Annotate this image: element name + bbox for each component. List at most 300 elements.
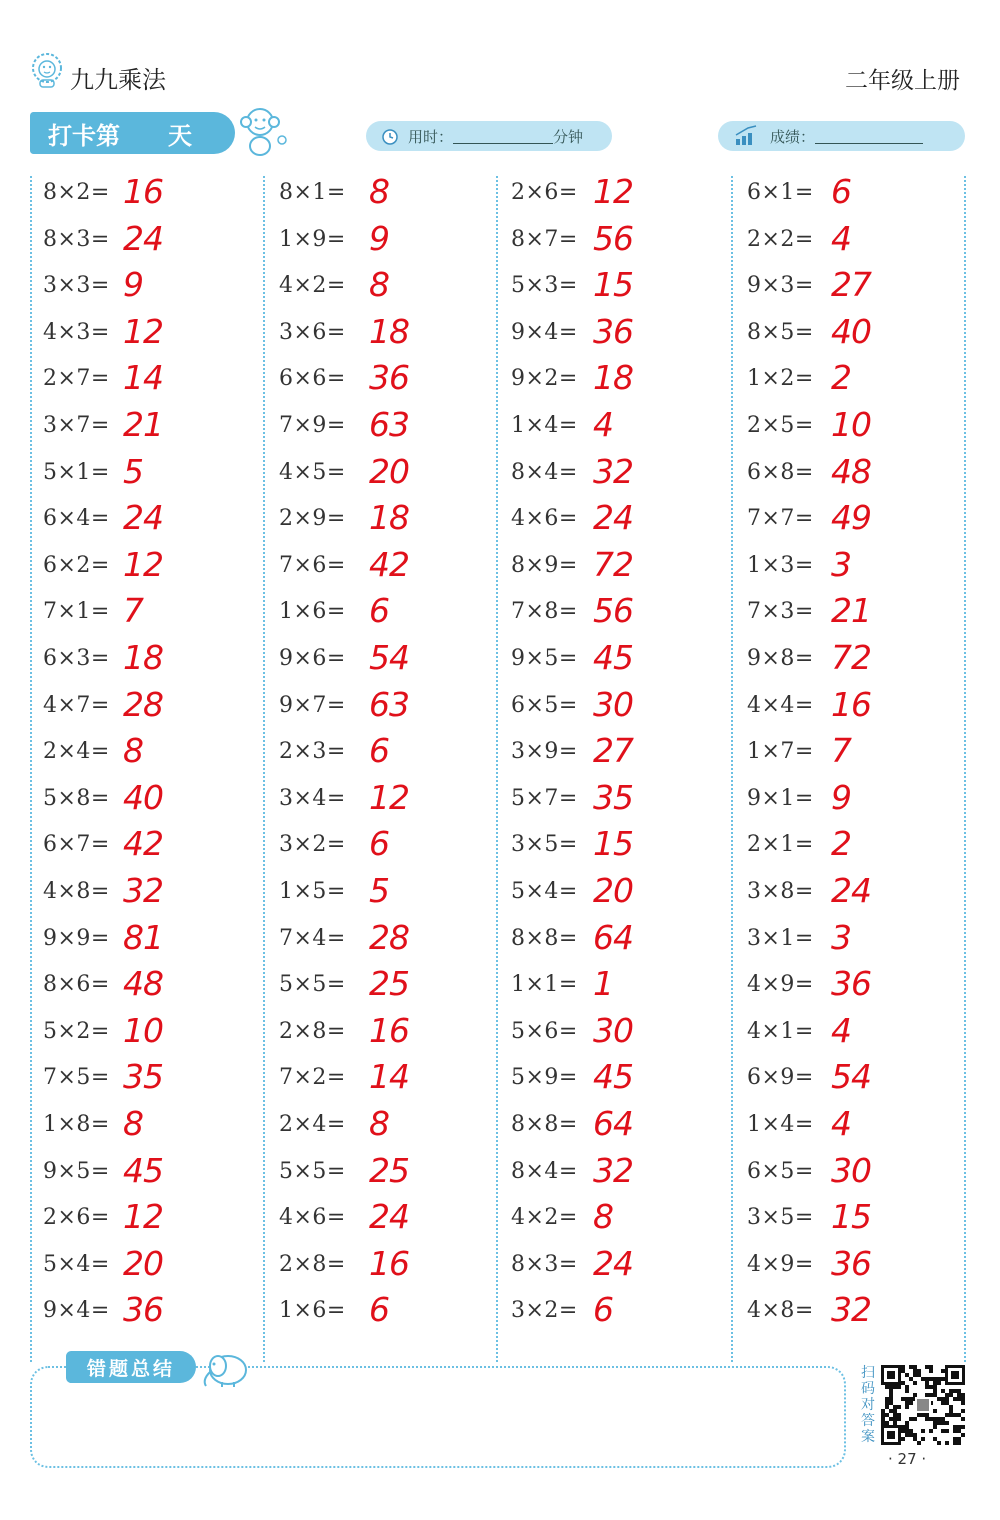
- checkin-day-unit: 天: [168, 121, 192, 150]
- problem-row: [43, 916, 243, 962]
- problem-row: [747, 310, 947, 356]
- problem-answer[interactable]: 28: [369, 917, 409, 957]
- problem-answer[interactable]: 63: [369, 405, 409, 444]
- problem-row: [747, 1288, 947, 1334]
- problem-answer[interactable]: 10: [123, 1010, 163, 1050]
- problem-question: 6×5=: [747, 1158, 814, 1184]
- problem-question: 6×8=: [747, 459, 814, 485]
- problem-question: 2×5=: [747, 413, 814, 438]
- problem-answer[interactable]: 20: [369, 451, 409, 491]
- clock-icon: [380, 126, 400, 146]
- column-divider: [731, 176, 733, 1362]
- problem-row: [511, 729, 711, 775]
- problem-answer[interactable]: 32: [593, 1150, 633, 1190]
- problem-answer[interactable]: 42: [123, 824, 163, 864]
- problem-answer[interactable]: 4: [831, 1104, 851, 1143]
- problem-row: [279, 636, 479, 682]
- problem-row: [279, 403, 479, 449]
- problem-row: [43, 1149, 243, 1195]
- problem-answer[interactable]: 4: [831, 218, 851, 258]
- problem-row: [511, 1288, 711, 1334]
- problem-row: [747, 263, 947, 309]
- problem-answer[interactable]: 48: [123, 964, 163, 1004]
- problem-question: 2×6=: [43, 1205, 110, 1231]
- problem-row: [43, 1102, 243, 1148]
- column-divider: [30, 176, 32, 1362]
- problem-answer[interactable]: 10: [831, 405, 871, 444]
- problem-answer[interactable]: 56: [593, 218, 633, 258]
- problem-answer[interactable]: 30: [831, 1150, 871, 1190]
- problem-question: 6×6=: [279, 366, 346, 392]
- problem-question: 6×4=: [43, 506, 110, 532]
- problem-answer[interactable]: 20: [593, 871, 633, 910]
- problem-row: [43, 217, 243, 263]
- problem-row: [747, 776, 947, 822]
- problem-answer[interactable]: 6: [369, 824, 389, 864]
- problem-question: 1×4=: [747, 1112, 814, 1137]
- problem-row: [43, 403, 243, 449]
- problem-row: [279, 217, 479, 263]
- summary-label: 错题总结: [66, 1351, 196, 1383]
- problem-question: 2×2=: [747, 226, 814, 252]
- problem-answer[interactable]: 21: [831, 591, 871, 631]
- problem-question: 9×4=: [511, 319, 578, 345]
- problem-answer[interactable]: 16: [123, 172, 163, 211]
- problem-answer[interactable]: 6: [369, 731, 389, 771]
- problem-question: 5×2=: [43, 1018, 110, 1044]
- problem-row: [279, 170, 479, 216]
- problem-question: 2×8=: [279, 1018, 346, 1044]
- problem-answer[interactable]: 24: [831, 871, 871, 910]
- problem-answer[interactable]: 40: [123, 777, 163, 817]
- problem-row: [511, 170, 711, 216]
- problem-row: [43, 263, 243, 309]
- problem-answer[interactable]: 5: [123, 451, 143, 491]
- checkin-banner: [30, 112, 235, 154]
- problem-answer[interactable]: 45: [593, 638, 633, 677]
- problem-question: 2×8=: [279, 1251, 346, 1277]
- elephant-icon: [196, 1346, 252, 1388]
- problem-answer[interactable]: 30: [593, 684, 633, 724]
- problem-question: 7×8=: [511, 599, 578, 625]
- problem-answer[interactable]: 24: [123, 498, 163, 538]
- problem-question: 1×6=: [279, 1298, 346, 1324]
- problem-row: [43, 1195, 243, 1241]
- problem-row: [747, 1055, 947, 1101]
- problem-row: [43, 543, 243, 589]
- problem-answer[interactable]: 28: [123, 684, 163, 724]
- problem-answer[interactable]: 24: [369, 1197, 409, 1237]
- problem-question: 7×5=: [43, 1065, 110, 1091]
- problem-row: [279, 1149, 479, 1195]
- problem-row: [747, 1009, 947, 1055]
- problem-row: [279, 1195, 479, 1241]
- problem-answer[interactable]: 14: [369, 1057, 409, 1097]
- problem-question: 5×3=: [511, 273, 578, 299]
- problem-row: [747, 1195, 947, 1241]
- problem-answer[interactable]: 8: [123, 1104, 143, 1143]
- score-field: [718, 121, 965, 151]
- problem-question: 2×1=: [747, 832, 814, 858]
- problem-row: [43, 869, 243, 915]
- problem-question: 9×8=: [747, 646, 814, 671]
- problem-row: [43, 822, 243, 868]
- problem-row: [511, 1055, 711, 1101]
- problem-question: 2×4=: [43, 739, 110, 765]
- problem-question: 3×1=: [747, 925, 814, 951]
- problem-question: 4×6=: [279, 1205, 346, 1231]
- problem-answer[interactable]: 6: [369, 1290, 389, 1330]
- time-input[interactable]: [453, 129, 553, 144]
- problem-question: 9×7=: [279, 692, 346, 718]
- problem-question: 8×4=: [511, 1158, 578, 1184]
- problem-row: [511, 356, 711, 402]
- score-input[interactable]: [815, 129, 923, 144]
- problem-row: [747, 636, 947, 682]
- problem-row: [43, 776, 243, 822]
- problem-row: [511, 263, 711, 309]
- problem-answer[interactable]: 30: [593, 1010, 633, 1050]
- problem-question: 3×5=: [747, 1205, 814, 1231]
- problem-answer[interactable]: 5: [369, 871, 389, 910]
- time-label: 用时：: [408, 127, 454, 146]
- problem-row: [43, 962, 243, 1008]
- problem-answer[interactable]: 63: [369, 684, 409, 724]
- problem-question: 4×6=: [511, 506, 578, 532]
- problem-answer[interactable]: 64: [593, 917, 633, 957]
- problem-question: 5×5=: [279, 1158, 346, 1184]
- problem-answer[interactable]: 12: [123, 1197, 163, 1237]
- problem-answer[interactable]: 8: [593, 1197, 613, 1237]
- problem-row: [279, 1288, 479, 1334]
- problem-answer[interactable]: 15: [593, 824, 633, 864]
- problem-answer[interactable]: 12: [593, 172, 633, 211]
- problem-question: 6×3=: [43, 646, 110, 671]
- problem-row: [747, 822, 947, 868]
- problem-row: [747, 962, 947, 1008]
- problem-question: 2×4=: [279, 1112, 346, 1137]
- problem-answer[interactable]: 9: [369, 218, 389, 258]
- problem-answer[interactable]: 15: [593, 265, 633, 305]
- problem-question: 8×6=: [43, 972, 110, 998]
- problem-answer[interactable]: 27: [593, 731, 633, 771]
- problem-row: [279, 729, 479, 775]
- problem-row: [747, 217, 947, 263]
- problem-answer[interactable]: 27: [831, 265, 871, 305]
- qr-code-icon[interactable]: [880, 1365, 966, 1445]
- problem-row: [511, 496, 711, 542]
- problem-answer[interactable]: 18: [123, 638, 163, 677]
- problem-answer[interactable]: 8: [369, 172, 389, 211]
- problem-row: [747, 1149, 947, 1195]
- problem-question: 2×9=: [279, 506, 346, 532]
- problem-question: 5×5=: [279, 972, 346, 998]
- problem-row: [511, 916, 711, 962]
- problem-answer[interactable]: 1: [593, 964, 613, 1004]
- problem-answer[interactable]: 21: [123, 405, 163, 444]
- problem-answer[interactable]: 54: [831, 1057, 871, 1097]
- problem-row: [511, 310, 711, 356]
- problem-row: [747, 450, 947, 496]
- problem-row: [511, 1009, 711, 1055]
- problem-answer[interactable]: 36: [123, 1290, 163, 1330]
- problem-row: [747, 869, 947, 915]
- problem-question: 1×3=: [747, 552, 814, 578]
- problem-answer[interactable]: 4: [593, 405, 613, 444]
- problem-row: [279, 310, 479, 356]
- problem-row: [747, 170, 947, 216]
- problem-answer[interactable]: 25: [369, 1150, 409, 1190]
- problem-question: 1×9=: [279, 226, 346, 252]
- problem-answer[interactable]: 35: [593, 777, 633, 817]
- problem-row: [279, 869, 479, 915]
- problem-question: 4×2=: [511, 1205, 578, 1231]
- problem-row: [43, 729, 243, 775]
- problem-row: [43, 1288, 243, 1334]
- problem-question: 5×9=: [511, 1065, 578, 1091]
- scan-text: 扫 码 对 答 案: [861, 1365, 875, 1445]
- problem-answer[interactable]: 6: [369, 591, 389, 631]
- problem-row: [279, 683, 479, 729]
- problem-row: [511, 450, 711, 496]
- problem-question: 1×1=: [511, 972, 578, 998]
- problem-answer[interactable]: 14: [123, 358, 163, 398]
- problem-row: [747, 1242, 947, 1288]
- problem-row: [279, 450, 479, 496]
- problem-question: 6×7=: [43, 832, 110, 858]
- problem-question: 7×4=: [279, 925, 346, 951]
- problem-answer[interactable]: 42: [369, 544, 409, 584]
- problem-answer[interactable]: 81: [123, 917, 163, 957]
- problem-row: [747, 683, 947, 729]
- problem-row: [43, 683, 243, 729]
- problem-question: 5×7=: [511, 785, 578, 811]
- problem-answer[interactable]: 24: [123, 218, 163, 258]
- problem-question: 2×3=: [279, 739, 346, 765]
- problem-answer[interactable]: 48: [831, 451, 871, 491]
- problem-answer[interactable]: 32: [123, 871, 163, 910]
- problem-question: 3×8=: [747, 879, 814, 904]
- problem-row: [279, 543, 479, 589]
- page-number: · 27 ·: [888, 1450, 927, 1468]
- problem-question: 4×4=: [747, 692, 814, 718]
- problem-question: 8×9=: [511, 552, 578, 578]
- problem-question: 8×7=: [511, 226, 578, 252]
- problem-question: 4×9=: [747, 1251, 814, 1277]
- problem-row: [279, 496, 479, 542]
- problem-answer[interactable]: 36: [831, 964, 871, 1004]
- problem-question: 9×5=: [511, 646, 578, 671]
- problem-answer[interactable]: 36: [369, 358, 409, 398]
- problem-row: [511, 683, 711, 729]
- problem-row: [511, 822, 711, 868]
- problem-row: [279, 776, 479, 822]
- problem-row: [747, 1102, 947, 1148]
- problem-question: 8×5=: [747, 319, 814, 345]
- problem-row: [43, 1009, 243, 1055]
- problem-question: 3×4=: [279, 785, 346, 811]
- problem-answer[interactable]: 8: [369, 265, 389, 305]
- problem-question: 5×4=: [511, 879, 578, 904]
- problem-question: 7×1=: [43, 599, 110, 625]
- problem-row: [511, 1102, 711, 1148]
- problem-answer[interactable]: 9: [123, 265, 143, 305]
- problem-question: 1×4=: [511, 413, 578, 438]
- problem-answer[interactable]: 12: [123, 544, 163, 584]
- chart-icon: [734, 125, 762, 147]
- problem-answer[interactable]: 18: [369, 311, 409, 351]
- problem-question: 8×4=: [511, 459, 578, 485]
- problem-answer[interactable]: 18: [593, 358, 633, 398]
- problem-question: 7×9=: [279, 413, 346, 438]
- problem-answer[interactable]: 7: [831, 731, 851, 771]
- problem-answer[interactable]: 7: [123, 591, 143, 631]
- problem-answer[interactable]: 32: [593, 451, 633, 491]
- problem-answer[interactable]: 16: [369, 1243, 409, 1283]
- problem-question: 1×6=: [279, 599, 346, 625]
- column-divider: [263, 176, 265, 1362]
- problem-row: [43, 356, 243, 402]
- problem-question: 6×2=: [43, 552, 110, 578]
- problem-row: [747, 403, 947, 449]
- problem-row: [279, 822, 479, 868]
- problem-question: 4×7=: [43, 692, 110, 718]
- problem-answer[interactable]: 45: [593, 1057, 633, 1097]
- lion-icon: [30, 52, 64, 88]
- problem-answer[interactable]: 4: [831, 1010, 851, 1050]
- problem-answer[interactable]: 15: [831, 1197, 871, 1237]
- problem-answer[interactable]: 2: [831, 358, 851, 398]
- problem-question: 9×4=: [43, 1298, 110, 1324]
- problem-row: [747, 589, 947, 635]
- scan-label: [858, 1365, 878, 1445]
- problem-question: 8×1=: [279, 180, 346, 205]
- problem-answer[interactable]: 24: [593, 1243, 633, 1283]
- problem-row: [747, 356, 947, 402]
- problem-row: [43, 170, 243, 216]
- problem-answer[interactable]: 36: [593, 311, 633, 351]
- problem-answer[interactable]: 6: [593, 1290, 613, 1330]
- problem-row: [43, 589, 243, 635]
- problem-row: [279, 916, 479, 962]
- problem-answer[interactable]: 16: [369, 1010, 409, 1050]
- problem-question: 2×7=: [43, 366, 110, 392]
- problem-answer[interactable]: 8: [369, 1104, 389, 1143]
- problem-question: 6×1=: [747, 180, 814, 205]
- problem-row: [511, 543, 711, 589]
- problem-row: [511, 776, 711, 822]
- problem-answer[interactable]: 64: [593, 1104, 633, 1143]
- problem-answer[interactable]: 9: [831, 777, 851, 817]
- problem-question: 8×2=: [43, 180, 110, 205]
- problem-answer[interactable]: 12: [123, 311, 163, 351]
- problem-question: 3×2=: [511, 1298, 578, 1324]
- problem-row: [747, 729, 947, 775]
- problem-question: 1×5=: [279, 879, 346, 904]
- problem-question: 1×8=: [43, 1112, 110, 1137]
- problem-answer[interactable]: 72: [831, 638, 871, 677]
- problem-answer[interactable]: 72: [593, 544, 633, 584]
- problem-row: [511, 217, 711, 263]
- problem-answer[interactable]: 3: [831, 544, 851, 584]
- problem-answer[interactable]: 20: [123, 1243, 163, 1283]
- problem-question: 1×2=: [747, 366, 814, 392]
- problem-row: [511, 636, 711, 682]
- problem-answer[interactable]: 32: [831, 1290, 871, 1330]
- problem-question: 9×3=: [747, 273, 814, 299]
- problem-answer[interactable]: 56: [593, 591, 633, 631]
- problem-answer[interactable]: 18: [369, 498, 409, 538]
- problem-answer[interactable]: 35: [123, 1057, 163, 1097]
- problem-question: 4×2=: [279, 273, 346, 299]
- problem-row: [43, 496, 243, 542]
- problem-row: [43, 1055, 243, 1101]
- problem-row: [511, 962, 711, 1008]
- problem-answer[interactable]: 6: [831, 172, 851, 211]
- problem-row: [511, 869, 711, 915]
- problem-question: 8×3=: [511, 1251, 578, 1277]
- problem-answer[interactable]: 2: [831, 824, 851, 864]
- column-divider: [496, 176, 498, 1362]
- problem-answer[interactable]: 8: [123, 731, 143, 771]
- problem-row: [747, 496, 947, 542]
- problem-question: 7×6=: [279, 552, 346, 578]
- problem-question: 4×8=: [747, 1298, 814, 1324]
- problem-question: 5×8=: [43, 785, 110, 811]
- grade-label: 二年级上册: [845, 68, 960, 94]
- problem-row: [43, 310, 243, 356]
- time-unit: 分钟: [553, 127, 584, 146]
- problem-row: [279, 263, 479, 309]
- problem-question: 9×1=: [747, 785, 814, 811]
- problem-question: 7×3=: [747, 599, 814, 625]
- score-label: 成绩：: [770, 127, 816, 146]
- problem-row: [279, 1102, 479, 1148]
- problem-row: [43, 636, 243, 682]
- problem-question: 6×9=: [747, 1065, 814, 1091]
- problem-row: [747, 916, 947, 962]
- problem-question: 3×3=: [43, 273, 110, 299]
- problem-row: [43, 450, 243, 496]
- problem-question: 3×9=: [511, 739, 578, 765]
- problem-answer[interactable]: 40: [831, 311, 871, 351]
- problem-question: 9×5=: [43, 1158, 110, 1184]
- problem-question: 7×2=: [279, 1065, 346, 1091]
- problem-answer[interactable]: 36: [831, 1243, 871, 1283]
- problem-answer[interactable]: 45: [123, 1150, 163, 1190]
- problem-answer[interactable]: 24: [593, 498, 633, 538]
- problem-answer[interactable]: 12: [369, 777, 409, 817]
- problem-question: 3×5=: [511, 832, 578, 858]
- problem-question: 2×6=: [511, 180, 578, 205]
- problem-question: 9×2=: [511, 366, 578, 392]
- problem-answer[interactable]: 54: [369, 638, 409, 677]
- problem-question: 3×2=: [279, 832, 346, 858]
- problem-answer[interactable]: 16: [831, 684, 871, 724]
- problem-row: [279, 962, 479, 1008]
- problem-row: [747, 543, 947, 589]
- problem-question: 3×7=: [43, 413, 110, 438]
- problem-row: [279, 1055, 479, 1101]
- time-field: [366, 121, 612, 151]
- problem-answer[interactable]: 3: [831, 917, 851, 957]
- monkey-icon: [232, 104, 290, 158]
- problem-answer[interactable]: 25: [369, 964, 409, 1004]
- problem-answer[interactable]: 49: [831, 498, 871, 538]
- problem-question: 4×9=: [747, 972, 814, 998]
- problem-question: 9×9=: [43, 925, 110, 951]
- problem-question: 4×1=: [747, 1018, 814, 1044]
